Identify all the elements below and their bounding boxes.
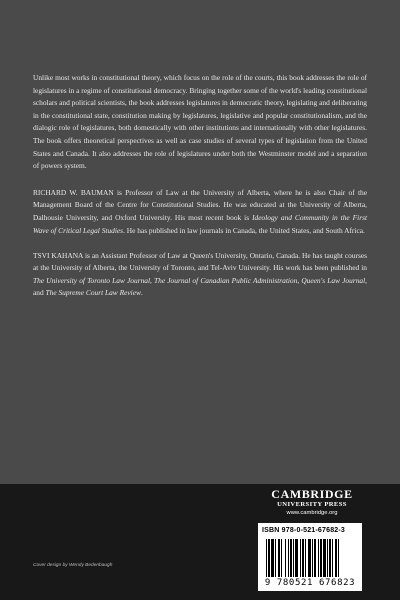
journal-title-2: The Journal of Canadian Public Administration — [154, 275, 298, 285]
separator-1: , — [150, 275, 155, 285]
bauman-book-title: Ideology and Community in the First Wave of Critical Legal Studies — [33, 212, 367, 235]
author-bio-kahana — [33, 250, 367, 300]
cover-design-credit: Cover design by Wendy Bedenbaugh — [33, 563, 113, 568]
journal-title-1: The University of Toronto Law Journal — [33, 275, 151, 285]
barcode-panel — [258, 523, 362, 591]
kahana-bio-end: . — [140, 288, 143, 298]
publisher-subname: UNIVERSITY PRESS — [277, 501, 347, 508]
bauman-bio-part2: . He has published in law journals in Canada, the United States, and South Africa. — [123, 225, 365, 235]
journal-title-3: Queen's Law Journal — [301, 275, 366, 285]
publisher-url: www.cambridge.org — [286, 510, 338, 516]
publisher-name: CAMBRIDGE — [271, 487, 353, 501]
book-blurb: Unlike most works in constitutional theory, which focus on the role of the courts, this book addresses the role of legislatures in a regime of constitutional democracy. Bringing together some of the world's leading constitutional scholars and political scientists, the book addresses legislatures in democratic theory, legislating and deliberating in the constitutional state, constitution making by legislatures, legislative and popular constitutionalism, and the dialogic role of legislatures, both domestically with other institutions and internationally with other legislatures. The book offers theoretical perspectives as well as case studies of several types of legislation from the United States and Canada. It also addresses the role of legislatures under both the Westminster model and a separation of powers system. — [33, 73, 367, 171]
barcode-icon — [266, 539, 354, 577]
description-text — [33, 72, 367, 312]
kahana-bio-part1: TSVI KAHANA is an Assistant Professor of Law at Queen's University, Ontario, Canada. He has taught courses at the University of Alberta, the University of Toronto, and Tel-Aviv University. His work has been published in — [33, 250, 367, 273]
separator-3: , and — [33, 275, 367, 298]
isbn-label: ISBN 978-0-521-67682-3 — [262, 527, 346, 534]
bauman-bio-part1: RICHARD W. BAUMAN is Professor of Law at the University of Alberta, where he is also Chair of the Management Board of the Centre for Constitutional Studies. He was educated at the University of Alberta, Dalhousie University, and Oxford University. His most recent book is — [33, 187, 367, 222]
author-bio-bauman — [33, 187, 367, 237]
journal-title-4: The Supreme Court Law Review — [45, 288, 141, 298]
barcode-digits: 9 780521 676823 — [264, 578, 356, 588]
separator-2: , — [297, 275, 302, 285]
publisher-logo — [256, 488, 368, 517]
